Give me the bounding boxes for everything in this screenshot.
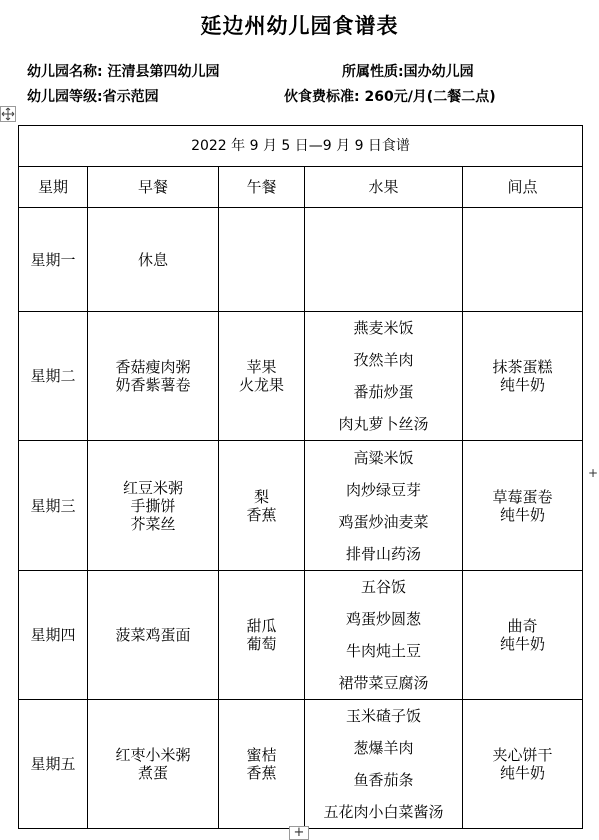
move-cross-icon bbox=[1, 107, 15, 121]
fruit-item: 孜然羊肉 bbox=[353, 351, 414, 369]
snack-cell bbox=[463, 571, 583, 700]
day-cell: 星期一 bbox=[19, 208, 88, 312]
fruit-item: 五花肉小白菜酱汤 bbox=[323, 803, 444, 821]
breakfast-cell bbox=[88, 571, 219, 700]
snack-cell bbox=[463, 208, 583, 312]
breakfast-item: 煮蛋 bbox=[137, 764, 168, 782]
breakfast-item: 香菇瘦肉粥 bbox=[115, 358, 191, 376]
lunch-cell bbox=[219, 571, 305, 700]
plus-icon: + bbox=[293, 825, 305, 840]
fruit-item: 玉米碴子饭 bbox=[345, 707, 421, 725]
fruit-cell bbox=[305, 312, 463, 441]
plus-icon: + bbox=[588, 466, 599, 480]
fruit-item: 鸡蛋炒油麦菜 bbox=[338, 512, 429, 531]
breakfast-item: 红豆米粥 bbox=[122, 478, 183, 497]
snack-cell bbox=[463, 441, 583, 571]
kindergarten-grade: 幼儿园等级:省示范园 bbox=[27, 89, 159, 105]
fruit-item: 排骨山药汤 bbox=[345, 544, 421, 563]
lunch-item: 蜜桔 bbox=[246, 746, 277, 764]
fruit-cell bbox=[305, 208, 463, 312]
breakfast-cell bbox=[88, 208, 219, 312]
fruit-item: 五谷饭 bbox=[360, 578, 406, 596]
meal-fee-standard: 伙食费标准: 260元/月(二餐二点) bbox=[284, 89, 496, 105]
table-caption: 2022 年 9 月 5 日—9 月 9 日食谱 bbox=[19, 126, 583, 167]
breakfast-item: 休息 bbox=[137, 250, 168, 269]
lunch-item: 香蕉 bbox=[246, 764, 277, 782]
document-title: 延边州幼儿园食谱表 bbox=[200, 14, 399, 38]
lunch-item: 火龙果 bbox=[238, 376, 284, 394]
snack-item: 纯牛奶 bbox=[500, 764, 546, 782]
snack-item: 草莓蛋卷 bbox=[492, 487, 553, 506]
add-column-button[interactable] bbox=[588, 468, 598, 478]
snack-item: 夹心饼干 bbox=[492, 746, 553, 764]
table-header-row bbox=[19, 167, 583, 208]
lunch-item: 香蕉 bbox=[246, 505, 277, 524]
fruit-item: 肉丸萝卜丝汤 bbox=[338, 415, 429, 433]
fruit-cell bbox=[305, 571, 463, 700]
menu-table bbox=[18, 125, 583, 829]
lunch-item: 梨 bbox=[253, 487, 269, 506]
lunch-cell bbox=[219, 208, 305, 312]
snack-cell bbox=[463, 312, 583, 441]
table-move-handle[interactable] bbox=[0, 106, 16, 122]
column-header: 星期 bbox=[19, 167, 88, 208]
snack-item: 纯牛奶 bbox=[500, 505, 546, 524]
column-header: 午餐 bbox=[219, 167, 305, 208]
breakfast-item: 红枣小米粥 bbox=[115, 746, 191, 764]
breakfast-item: 芥菜丝 bbox=[130, 514, 176, 533]
breakfast-cell bbox=[88, 312, 219, 441]
fruit-item: 葱爆羊肉 bbox=[353, 739, 414, 757]
column-header: 水果 bbox=[305, 167, 463, 208]
add-row-button[interactable] bbox=[289, 826, 309, 840]
fruit-cell bbox=[305, 441, 463, 571]
breakfast-item: 手撕饼 bbox=[130, 496, 176, 515]
kindergarten-name: 幼儿园名称: 汪清县第四幼儿园 bbox=[27, 64, 220, 80]
fruit-item: 肉炒绿豆芽 bbox=[345, 480, 421, 499]
table-row bbox=[19, 571, 583, 700]
fruit-item: 燕麦米饭 bbox=[353, 319, 414, 337]
table-row bbox=[19, 208, 583, 312]
table-row bbox=[19, 312, 583, 441]
snack-item: 纯牛奶 bbox=[500, 635, 546, 653]
snack-cell bbox=[463, 700, 583, 829]
day-cell: 星期五 bbox=[19, 700, 88, 829]
lunch-cell bbox=[219, 441, 305, 571]
table-row bbox=[19, 441, 583, 571]
breakfast-cell bbox=[88, 441, 219, 571]
snack-item: 抹茶蛋糕 bbox=[492, 358, 553, 376]
lunch-item: 甜瓜 bbox=[246, 617, 277, 635]
breakfast-item: 奶香紫薯卷 bbox=[115, 376, 191, 394]
fruit-cell bbox=[305, 700, 463, 829]
fruit-item: 番茄炒蛋 bbox=[353, 383, 414, 401]
day-cell: 星期四 bbox=[19, 571, 88, 700]
column-header: 早餐 bbox=[88, 167, 219, 208]
day-cell: 星期三 bbox=[19, 441, 88, 571]
lunch-item: 葡萄 bbox=[246, 635, 277, 653]
lunch-cell bbox=[219, 312, 305, 441]
snack-item: 纯牛奶 bbox=[500, 376, 546, 394]
snack-item: 曲奇 bbox=[507, 617, 538, 635]
column-header: 间点 bbox=[463, 167, 583, 208]
kindergarten-nature: 所属性质:国办幼儿园 bbox=[342, 64, 474, 80]
fruit-item: 鸡蛋炒圆葱 bbox=[345, 610, 421, 628]
fruit-item: 鱼香茄条 bbox=[353, 771, 414, 789]
breakfast-cell bbox=[88, 700, 219, 829]
fruit-item: 牛肉炖土豆 bbox=[345, 642, 421, 660]
day-cell: 星期二 bbox=[19, 312, 88, 441]
table-row bbox=[19, 700, 583, 829]
fruit-item: 高粱米饭 bbox=[353, 448, 414, 467]
fruit-item: 裙带菜豆腐汤 bbox=[338, 674, 429, 692]
lunch-item: 苹果 bbox=[246, 358, 277, 376]
lunch-cell bbox=[219, 700, 305, 829]
breakfast-item: 菠菜鸡蛋面 bbox=[115, 626, 191, 644]
